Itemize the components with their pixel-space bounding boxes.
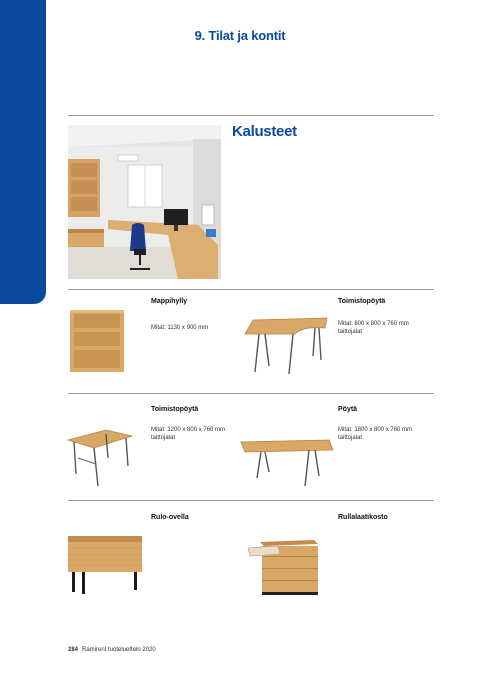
divider	[68, 500, 434, 501]
page-title: 9. Tilat ja kontit	[194, 28, 286, 43]
product-name: Mappihylly	[151, 298, 188, 305]
product-name: Pöytä	[338, 406, 358, 413]
roller-door-cabinet-image	[66, 534, 144, 596]
product-spec: Mitat: 1800 x 800 x 760 mm taittojalat	[338, 427, 413, 441]
product-name: Toimistopöytä	[151, 406, 199, 413]
divider	[68, 289, 434, 290]
catalog-title: Ramirent tuoteluettelo 2020	[82, 647, 156, 653]
product-spec: Mitat: 800 x 800 x 760 mm taittojalat	[338, 321, 409, 335]
section-title: Kalusteet	[232, 123, 297, 140]
drawer-cabinet-image	[248, 538, 322, 596]
divider	[68, 393, 434, 394]
product-name: Rulo-ovella	[151, 514, 189, 521]
page-number: 284	[68, 647, 79, 653]
folding-desk-image	[66, 428, 134, 488]
product-spec: Mitat: 1200 x 800 x 760 mm taittojalat	[151, 427, 226, 441]
page-footer	[68, 647, 156, 653]
large-folding-table-image	[239, 436, 335, 488]
product-name: Rullalaatikosto	[338, 514, 388, 521]
bookshelf-image	[68, 306, 126, 374]
product-name: Toimistopöytä	[338, 298, 386, 305]
product-spec: Mitat: 1130 x 900 mm	[151, 325, 209, 331]
divider	[68, 115, 434, 116]
corner-desk-image	[243, 316, 331, 376]
office-interior-photo	[68, 125, 221, 279]
side-color-band	[0, 0, 46, 304]
